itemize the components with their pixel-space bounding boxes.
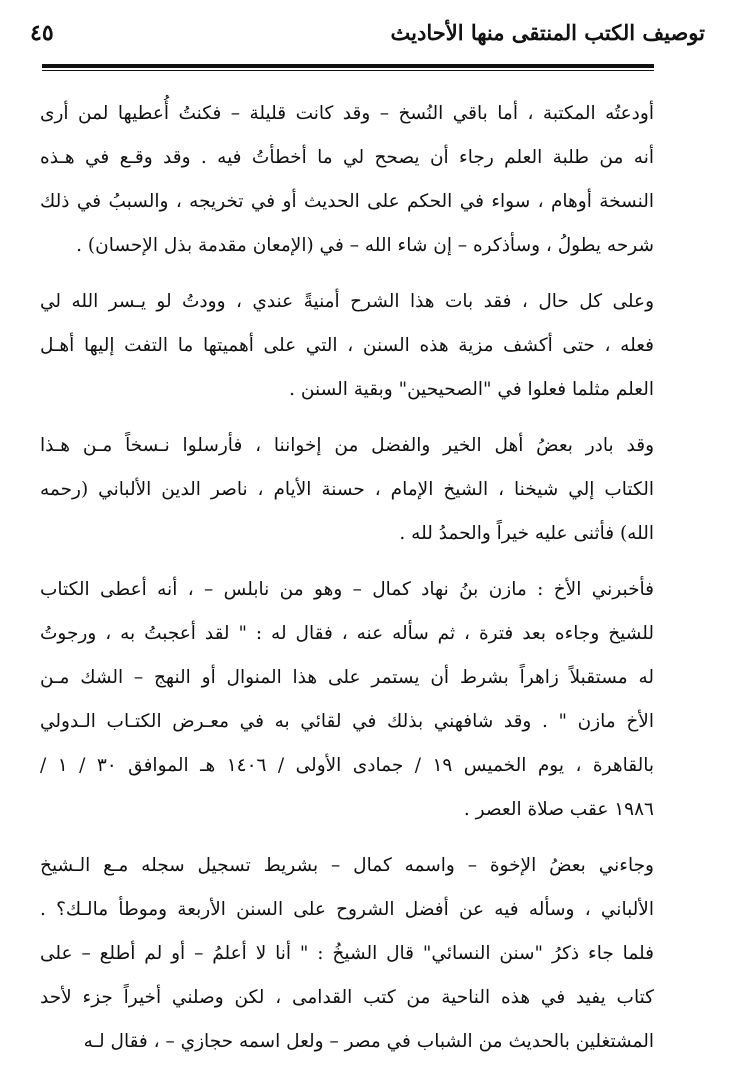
paragraph bbox=[40, 280, 654, 412]
page-body bbox=[40, 92, 654, 1076]
text-line: وعلى كل حال ، فقد بات هذا الشرح أمنيةً عندي ، وودتُ لو يـسر الله لي bbox=[40, 291, 654, 312]
text-line: له مستقبلاً زاهراً بشرط أن يستمر على هذا المنوال أو النهج – الشك مـن bbox=[40, 667, 654, 688]
text-line: كتاب يفيد في هذه الناحية من كتب القدامى ، لكن وصلني أخيراً جزء لأحد bbox=[40, 987, 654, 1008]
text-line: للشيخ وجاءه بعد فترة ، ثم سأله عنه ، فقال له : " لقد أعجبتُ به ، ورجوتُ bbox=[40, 623, 654, 644]
text-line: وقد بادر بعضُ أهل الخير والفضل من إخواننا ، فأرسلوا نـسخاً مـن هـذا bbox=[40, 435, 654, 456]
text-line: الله) فأثنى عليه خيراً والحمدُ لله . bbox=[399, 523, 654, 544]
text-line: ١٩٨٦ عقب صلاة العصر . bbox=[463, 799, 654, 820]
text-line: شرحه يطولُ ، وسأذكره – إن شاء الله – في (الإمعان مقدمة بذل الإحسان) . bbox=[76, 235, 654, 256]
text-line: الألباني ، وسأله فيه عن أفضل الشروح على السنن الأربعة وموطأ مالـك؟ . bbox=[40, 899, 654, 920]
running-title: توصيف الكتب المنتقى منها الأحاديث bbox=[390, 20, 705, 45]
text-line: العلم مثلما فعلوا في "الصحيحين" وبقية السنن . bbox=[289, 379, 654, 400]
text-line: فعله ، حتى أكشف مزية هذه السنن ، التي على أهميتها ما التفت إليها أهـل bbox=[40, 335, 654, 356]
text-line: الكتاب إلي شيخنا ، الشيخ الإمام ، حسنة الأيام ، ناصر الدين الألباني (رحمه bbox=[40, 479, 654, 500]
paragraph bbox=[40, 424, 654, 556]
paragraph bbox=[40, 568, 654, 832]
header-rule-thin bbox=[42, 70, 654, 71]
paragraph bbox=[40, 92, 654, 268]
text-line: بالقاهرة ، يوم الخميس ١٩ / جمادى الأولى / ١٤٠٦ هـ الموافق ٣٠ / ١ / bbox=[40, 755, 654, 776]
text-line: أنه من طلبة العلم رجاء أن يصحح لي ما أخطأتُ فيه . وقد وقـع في هـذه bbox=[40, 147, 654, 168]
header-rule-thick bbox=[42, 64, 654, 68]
text-line: فأخبرني الأخ : مازن بنُ نهاد كمال – وهو من نابلس – ، أنه أعطى الكتاب bbox=[40, 579, 654, 600]
text-line: المشتغلين بالحديث من الشباب في مصر – ولعل اسمه حجازي – ، فقال لـه bbox=[83, 1031, 654, 1052]
page-number: ٤٥ bbox=[30, 20, 54, 46]
text-line: وجاءني بعضُ الإخوة – واسمه كمال – بشريط تسجيل سجله مـع الـشيخ bbox=[40, 855, 654, 876]
text-line: النسخة أوهام ، سواء في الحكم على الحديث أو في تخريجه ، والسببُ في ذلك bbox=[40, 191, 654, 212]
page-header bbox=[30, 14, 705, 62]
text-line: الأخ مازن " . وقد شافهني بذلك في لقائي به في معـرض الكتـاب الـدولي bbox=[40, 711, 654, 732]
paragraph bbox=[40, 844, 654, 1064]
text-line: أودعتُه المكتبة ، أما باقي النُسخ – وقد كانت قليلة – فكنتُ أُعطيها لمن أرى bbox=[40, 103, 654, 124]
text-line: فلما جاء ذكرُ "سنن النسائي" قال الشيخُ : " أنا لا أعلمُ – أو لم أطلع – على bbox=[40, 943, 654, 964]
